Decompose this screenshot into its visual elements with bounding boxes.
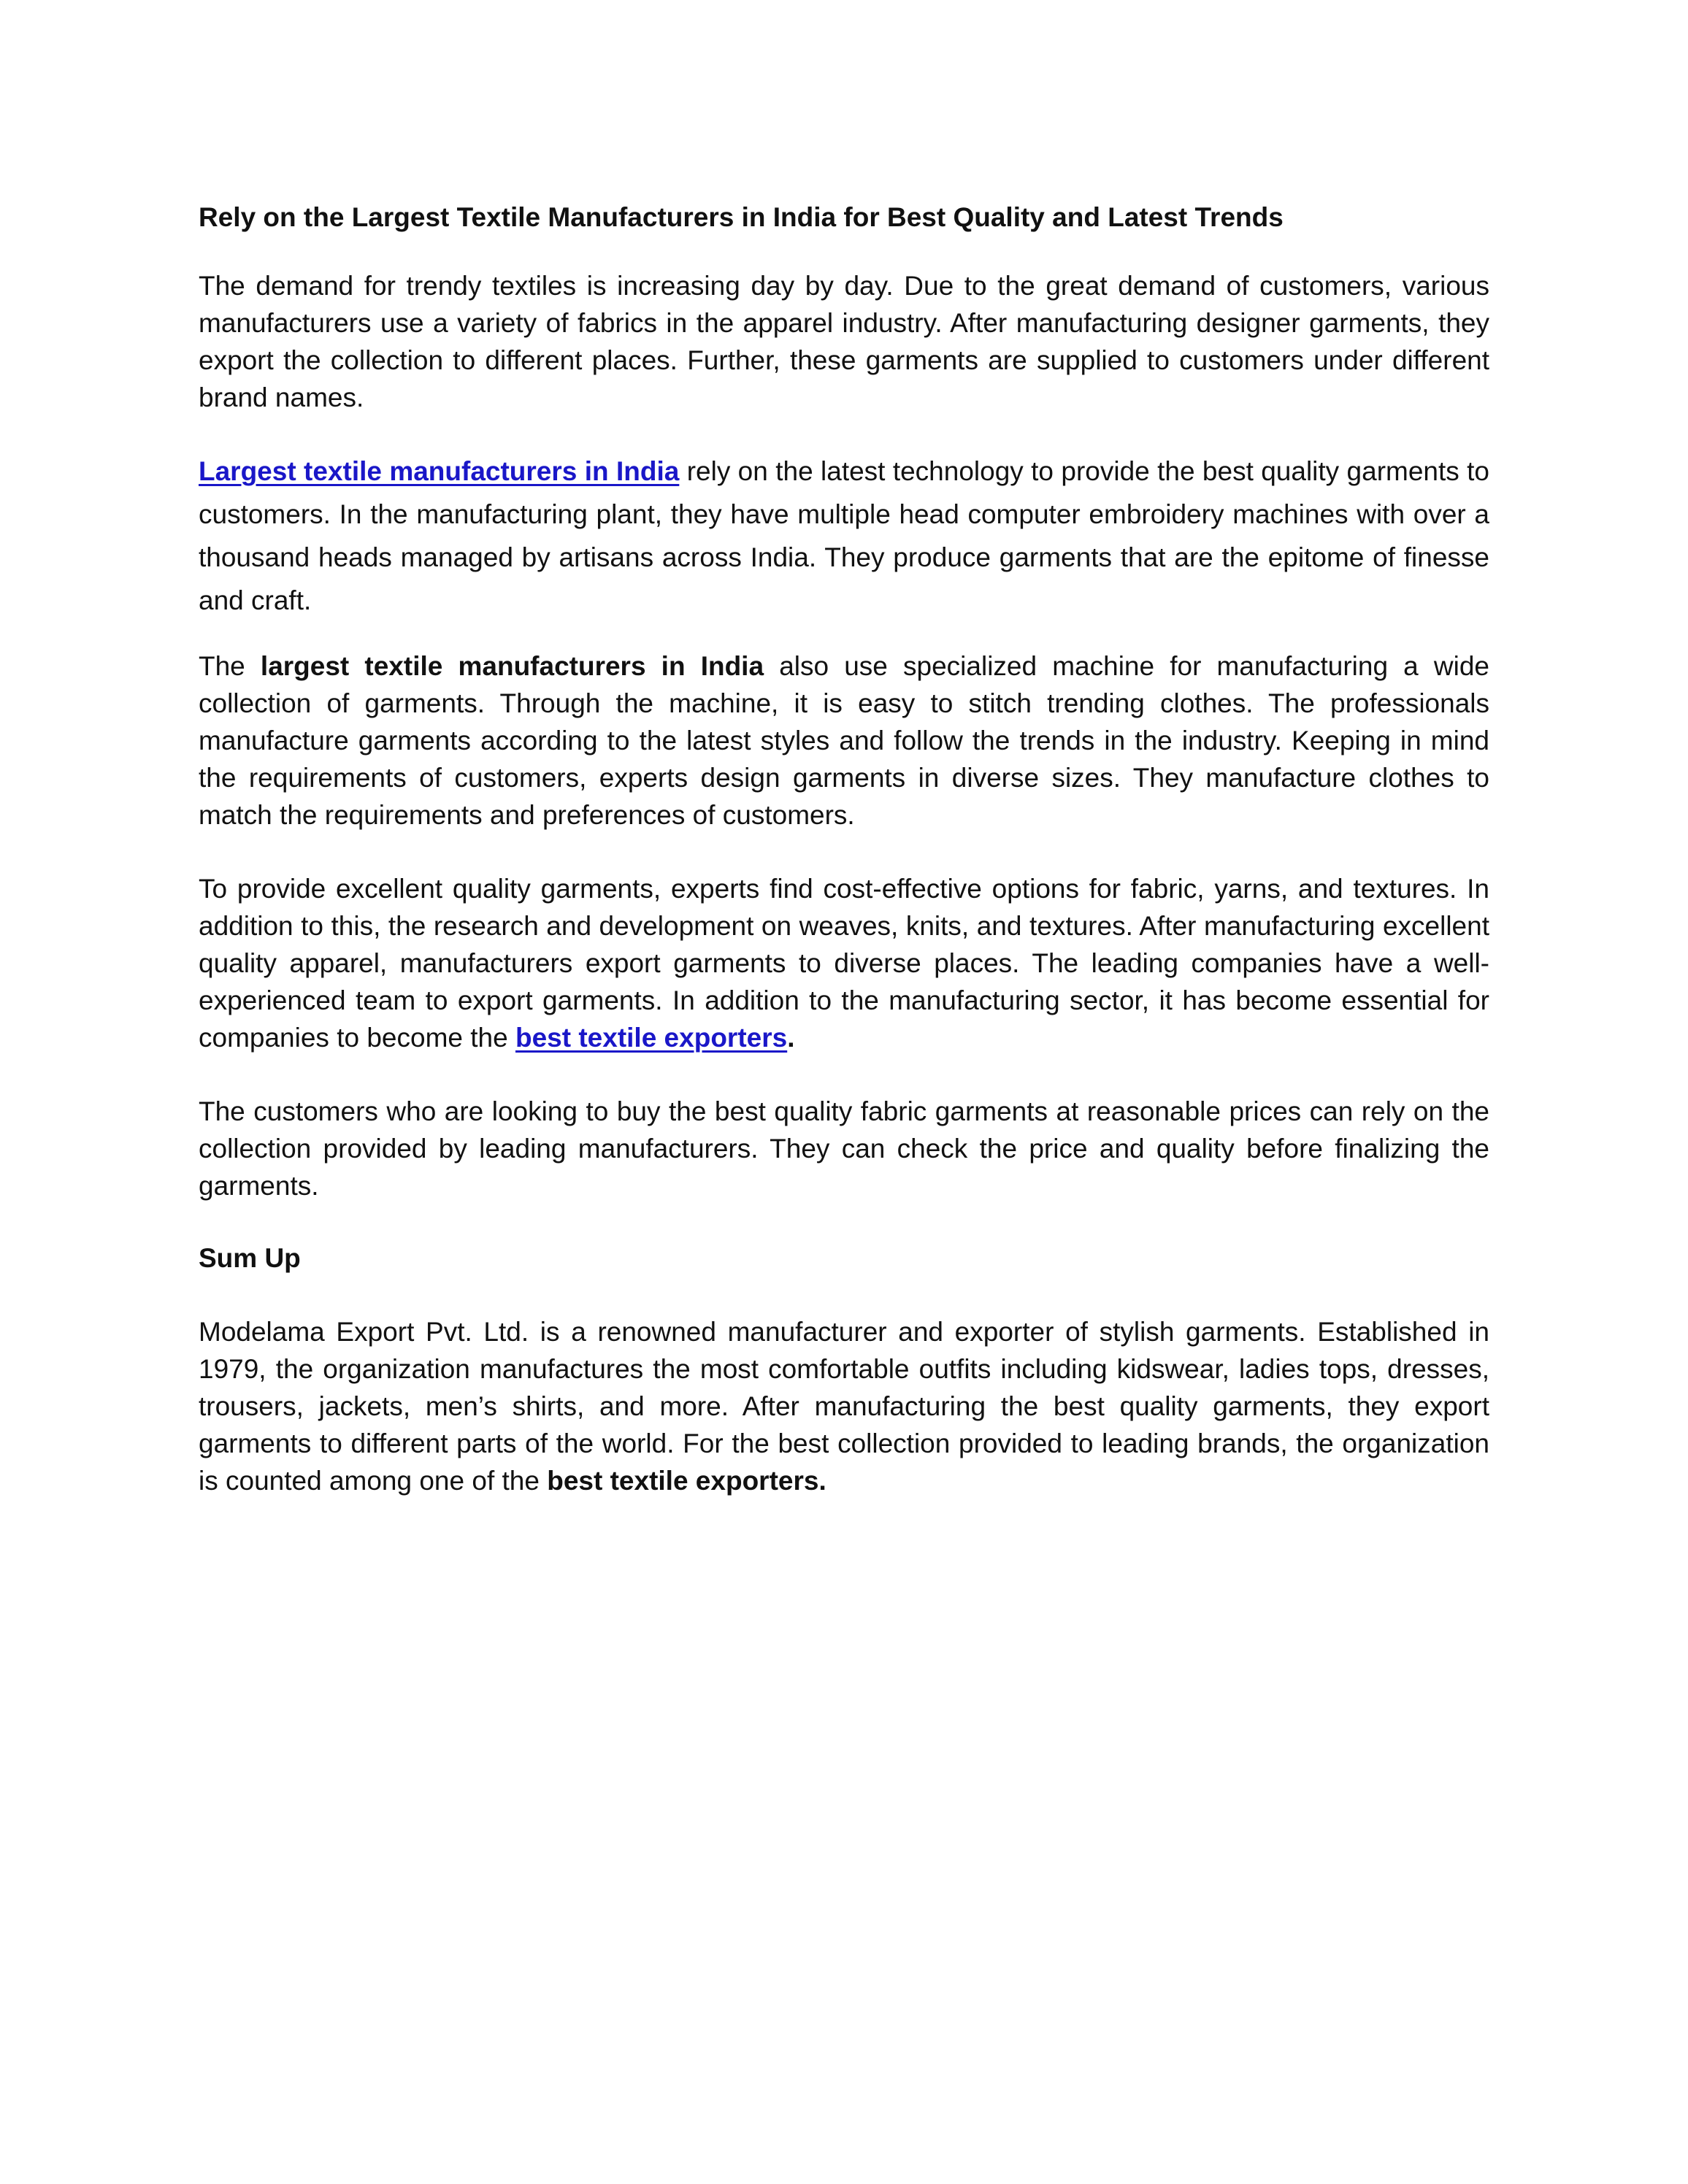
paragraph-machines-text: also use specialized machine for manufacturing a wide collection of garments. Through the machine, it is easy to stitch trending clothes. The professionals manufacture garments according to the latest styles and follow the trends in the industry. Keeping in mind the requirements of customers, experts design garments in diverse sizes. They manufacture clothes to match the requirements and preferences of customers. [199, 651, 1489, 830]
paragraph-technology [199, 450, 1489, 622]
paragraph-quality-tail: . [787, 1023, 795, 1053]
paragraph-summary [199, 1313, 1489, 1499]
paragraph-summary-text: Modelama Export Pvt. Ltd. is a renowned manufacturer and exporter of stylish garments. Established in 1979, the organization manufactures the most comfortable outfits including kidswear, ladies tops, dresses, trousers, jackets, men’s shirts, and more. After manufacturing the best quality garments, they export garments to different parts of the world. For the best collection provided to leading brands, the organization is counted among one of the [199, 1317, 1489, 1496]
paragraph-summary-bold: best textile exporters. [547, 1466, 826, 1496]
paragraph-intro: The demand for trendy textiles is increasing day by day. Due to the great demand of customers, various manufacturers use a variety of fabrics in the apparel industry. After manufacturing designer garments, they export the collection to different places. Further, these garments are supplied to customers under different brand names. [199, 271, 1489, 412]
paragraph-quality [199, 870, 1489, 1056]
document-title: Rely on the Largest Textile Manufacturers in India for Best Quality and Latest Trends [199, 202, 1284, 232]
paragraph-machines [199, 647, 1489, 834]
sum-up-heading: Sum Up [199, 1243, 301, 1273]
paragraph-technology-text: rely on the latest technology to provide the best quality garments to customers. In the manufacturing plant, they have multiple head computer embroidery machines with over a thousand heads managed by artisans across India. They produce garments that are the epitome of finesse and craft. [199, 456, 1489, 615]
paragraph-machines-bold: largest textile manufacturers in India [260, 651, 764, 681]
paragraph-quality-text: To provide excellent quality garments, experts find cost-effective options for fabric, yarns, and textures. In addition to this, the research and development on weaves, knits, and textures. After manufacturing excellent quality apparel, manufacturers export garments to diverse places. The leading companies have a well-experienced team to export garments. In addition to the manufacturing sector, it has become essential for companies to become the [199, 874, 1489, 1053]
paragraph-customers: The customers who are looking to buy the best quality fabric garments at reasonable prices can rely on the collection provided by leading manufacturers. They can check the price and quality before finalizing the garments. [199, 1096, 1489, 1201]
best-textile-exporters-link[interactable]: best textile exporters [515, 1023, 788, 1053]
document-page [199, 199, 1489, 1499]
largest-textile-manufacturers-link[interactable]: Largest textile manufacturers in India [199, 456, 680, 486]
paragraph-machines-lead: The [199, 651, 261, 681]
